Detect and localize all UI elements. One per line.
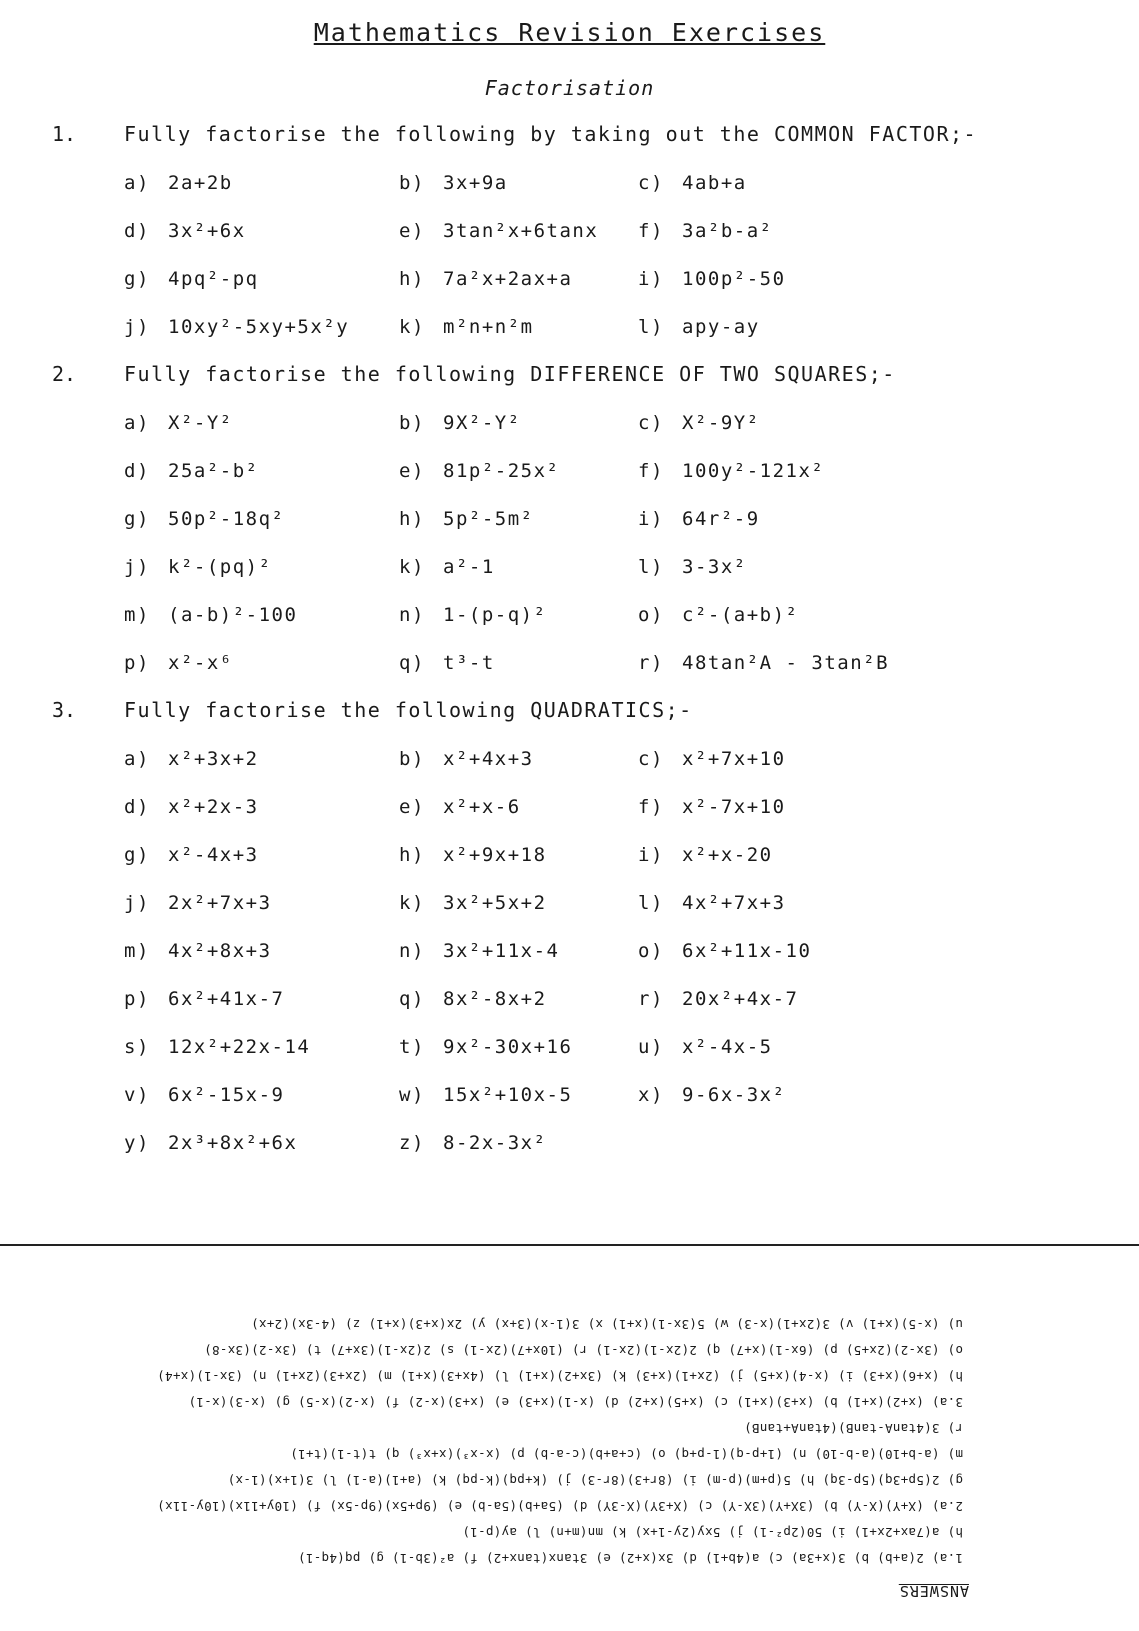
exercise-expression: x²-7x+10 (682, 796, 786, 818)
exercise-item (638, 556, 747, 578)
exercise-item (124, 268, 259, 290)
exercise-label: f) (638, 460, 664, 482)
exercise-label: k) (399, 892, 425, 914)
exercise-expression: x²+x-6 (443, 796, 521, 818)
exercise-label: n) (399, 940, 425, 962)
exercise-expression: (a-b)²-100 (168, 604, 298, 626)
exercise-item (638, 1084, 786, 1106)
exercise-label: g) (124, 844, 150, 866)
exercise-label: m) (124, 604, 150, 626)
exercise-label: g) (124, 508, 150, 530)
exercise-label: j) (124, 316, 150, 338)
exercise-item (124, 460, 259, 482)
exercise-item (638, 412, 760, 434)
exercise-item (124, 508, 284, 530)
exercise-expression: 15x²+10x-5 (443, 1084, 573, 1106)
exercise-item (399, 1036, 572, 1058)
answers-divider (0, 1244, 1139, 1246)
exercise-expression: 20x²+4x-7 (682, 988, 799, 1010)
exercise-expression: 12x²+22x-14 (168, 1036, 311, 1058)
exercise-expression: 4x²+8x+3 (168, 940, 272, 962)
exercise-label: v) (124, 1084, 150, 1106)
exercise-label: d) (124, 220, 150, 242)
exercise-label: o) (638, 604, 664, 626)
exercise-label: f) (638, 220, 664, 242)
exercise-label: c) (638, 172, 664, 194)
exercise-item (638, 508, 760, 530)
exercise-label: e) (399, 796, 425, 818)
exercise-expression: 64r²-9 (682, 508, 760, 530)
exercise-item (399, 268, 572, 290)
exercise-item (638, 940, 811, 962)
exercise-expression: 25a²-b² (168, 460, 259, 482)
exercise-item (399, 940, 559, 962)
exercise-expression: 2x³+8x²+6x (168, 1132, 298, 1154)
answer-line: r) 3(4tanA-tanB)(4tanA+tanB) (743, 1421, 963, 1436)
exercise-expression: 2x²+7x+3 (168, 892, 272, 914)
exercise-item (124, 1132, 297, 1154)
question-number: 3. (52, 698, 77, 722)
exercise-expression: a²-1 (443, 556, 495, 578)
exercise-expression: x²-4x+3 (168, 844, 259, 866)
exercise-expression: x²+2x-3 (168, 796, 259, 818)
question-instruction: Fully factorise the following by taking out the COMMON FACTOR;- (124, 122, 978, 146)
exercise-label: z) (399, 1132, 425, 1154)
exercise-expression: 4x²+7x+3 (682, 892, 786, 914)
exercise-expression: 50p²-18q² (168, 508, 285, 530)
exercise-expression: m²n+n²m (443, 316, 534, 338)
exercise-expression: X²-9Y² (682, 412, 760, 434)
exercise-item (638, 460, 824, 482)
exercise-item (124, 892, 272, 914)
exercise-label: e) (399, 220, 425, 242)
exercise-label: g) (124, 268, 150, 290)
answers-heading: ANSWERS (898, 1582, 969, 1600)
exercise-label: u) (638, 1036, 664, 1058)
exercise-label: t) (399, 1036, 425, 1058)
exercise-label: i) (638, 268, 664, 290)
page-title: Mathematics Revision Exercises (313, 18, 826, 47)
answer-line: 1.a) 2(a+b) b) 3(x+3a) c) a(4b+1) d) 3x(x+2) e) 3tanx(tanx+2) f) a²(3b-1) g) pq(4q-1) (297, 1551, 963, 1566)
exercise-label: d) (124, 460, 150, 482)
exercise-label: x) (638, 1084, 664, 1106)
exercise-expression: 4pq²-pq (168, 268, 259, 290)
exercise-expression: x²-x⁶ (168, 652, 233, 674)
exercise-item (638, 652, 889, 674)
exercise-label: a) (124, 748, 150, 770)
exercise-label: l) (638, 316, 664, 338)
exercise-expression: 6x²-15x-9 (168, 1084, 285, 1106)
exercise-label: i) (638, 844, 664, 866)
exercise-expression: x²+9x+18 (443, 844, 547, 866)
exercise-expression: 7a²x+2ax+a (443, 268, 573, 290)
exercise-item (124, 316, 349, 338)
exercise-item (638, 748, 786, 770)
exercise-item (399, 1084, 572, 1106)
answer-line: m) (a-b+10)(a-b-10) n) (1+p-q)(1-p+q) o) (c+a+b)(c-a-b) p) (x-x³)(x+x³) q) t(t-1)(t+1) (289, 1447, 963, 1462)
exercise-expression: 3tan²x+6tanx (443, 220, 599, 242)
exercise-label: p) (124, 652, 150, 674)
exercise-expression: x²+7x+10 (682, 748, 786, 770)
exercise-item (638, 604, 798, 626)
exercise-expression: 6x²+41x-7 (168, 988, 285, 1010)
question-number: 2. (52, 362, 77, 386)
exercise-item (399, 652, 495, 674)
exercise-item (124, 604, 297, 626)
exercise-label: h) (399, 268, 425, 290)
exercise-item (638, 988, 798, 1010)
exercise-expression: 3x²+5x+2 (443, 892, 547, 914)
answer-line: u) (x-5)(x+1) v) 3(2x+1)(x-3) w) 5(3x-1)(x+1) x) 3(1-x)(3+x) y) 2x(x+3)(x+1) z) (4-3x)(2+x) (250, 1317, 963, 1332)
exercise-label: q) (399, 988, 425, 1010)
exercise-expression: 9X²-Y² (443, 412, 521, 434)
exercise-label: k) (399, 556, 425, 578)
exercise-item (399, 412, 521, 434)
exercise-item (124, 652, 233, 674)
exercise-label: s) (124, 1036, 150, 1058)
exercise-expression: 1-(p-q)² (443, 604, 547, 626)
exercise-expression: 48tan²A - 3tan²B (682, 652, 890, 674)
exercise-label: o) (638, 940, 664, 962)
exercise-expression: t³-t (443, 652, 495, 674)
exercise-expression: 81p²-25x² (443, 460, 560, 482)
exercise-expression: 3-3x² (682, 556, 747, 578)
exercise-label: c) (638, 748, 664, 770)
question-number: 1. (52, 122, 77, 146)
exercise-expression: x²+x-20 (682, 844, 773, 866)
exercise-item (638, 844, 773, 866)
exercise-item (399, 1132, 547, 1154)
exercise-expression: apy-ay (682, 316, 760, 338)
exercise-label: j) (124, 556, 150, 578)
exercise-label: b) (399, 172, 425, 194)
exercise-label: b) (399, 748, 425, 770)
answers-block-upside-down (0, 1260, 1139, 1600)
exercise-label: l) (638, 556, 664, 578)
exercise-item (399, 988, 547, 1010)
exercise-label: p) (124, 988, 150, 1010)
exercise-label: f) (638, 796, 664, 818)
exercise-label: y) (124, 1132, 150, 1154)
exercise-label: i) (638, 508, 664, 530)
exercise-expression: x²-4x-5 (682, 1036, 773, 1058)
exercise-label: k) (399, 316, 425, 338)
answer-line: 3.a) (x+2)(x+1) b) (x+3)(x+1) c) (x+5)(x+2) d) (x-1)(x+3) e) (x+3)(x-2) f) (x-2)(x-5) g) (x-3)(x-1) (188, 1395, 963, 1410)
exercise-item (124, 412, 233, 434)
exercise-expression: 3x²+6x (168, 220, 246, 242)
exercise-item (399, 556, 495, 578)
exercise-expression: 10xy²-5xy+5x²y (168, 316, 350, 338)
exercise-label: h) (399, 508, 425, 530)
exercise-item (638, 220, 773, 242)
exercise-label: w) (399, 1084, 425, 1106)
answer-line: h) (x+6)(x+3) i) (x-4)(x+5) j) (2x+1)(x+3) k) (3x+2)(x+1) l) (4x+3)(x+1) m) (2x+3)(2x+1) n) (3x-1)(x+4) (156, 1369, 963, 1384)
exercise-label: m) (124, 940, 150, 962)
exercise-expression: 8x²-8x+2 (443, 988, 547, 1010)
exercise-item (399, 220, 598, 242)
question-instruction: Fully factorise the following DIFFERENCE OF TWO SQUARES;- (124, 362, 896, 386)
exercise-label: r) (638, 652, 664, 674)
answer-line: g) 2(5p+3q)(5p-3q) h) 5(p+m)(p-m) i) (8r+3)(8r-3) j) (k+pq)(k-pq) k) (a+1)(a-1) l) 3(1+x)(1-x) (227, 1473, 963, 1488)
exercise-label: c) (638, 412, 664, 434)
exercise-item (399, 844, 547, 866)
exercise-expression: 4ab+a (682, 172, 747, 194)
exercise-item (399, 316, 534, 338)
exercise-label: a) (124, 412, 150, 434)
question-instruction: Fully factorise the following QUADRATICS;- (124, 698, 693, 722)
exercise-expression: 9x²-30x+16 (443, 1036, 573, 1058)
exercise-item (124, 1036, 310, 1058)
exercise-expression: c²-(a+b)² (682, 604, 799, 626)
exercise-item (124, 172, 233, 194)
exercise-expression: x²+3x+2 (168, 748, 259, 770)
exercise-expression: 2a+2b (168, 172, 233, 194)
exercise-label: a) (124, 172, 150, 194)
exercise-item (124, 940, 272, 962)
exercise-item (124, 1084, 284, 1106)
exercise-item (638, 1036, 773, 1058)
exercise-expression: 9-6x-3x² (682, 1084, 786, 1106)
exercise-item (399, 796, 521, 818)
exercise-label: q) (399, 652, 425, 674)
exercise-item (399, 748, 534, 770)
exercise-expression: 3x²+11x-4 (443, 940, 560, 962)
exercise-expression: 5p²-5m² (443, 508, 534, 530)
exercise-item (124, 844, 259, 866)
exercise-item (124, 220, 246, 242)
answer-line: h) a(7ax+2x+1) i) 50(2p²-1) j) 5xy(2y-1+x) k) mn(m+n) l) ay(p-1) (462, 1525, 963, 1540)
exercise-item (399, 508, 534, 530)
exercise-item (124, 988, 284, 1010)
exercise-item (638, 268, 786, 290)
exercise-label: j) (124, 892, 150, 914)
exercise-item (399, 460, 559, 482)
exercise-item (399, 172, 508, 194)
exercise-expression: 3a²b-a² (682, 220, 773, 242)
exercise-item (638, 172, 747, 194)
exercise-label: h) (399, 844, 425, 866)
exercise-item (638, 796, 786, 818)
answer-line: o) (3x-2)(2x+5) p) (6x-1)(x+7) q) 2(2x-1)(2x-1) r) (10x+7)(2x-1) s) 2(2x-1)(3x+7) t) (3x-2)(3x-8) (203, 1343, 963, 1358)
exercise-label: d) (124, 796, 150, 818)
exercise-item (638, 892, 786, 914)
exercise-expression: 6x²+11x-10 (682, 940, 812, 962)
exercise-expression: x²+4x+3 (443, 748, 534, 770)
exercise-item (399, 604, 547, 626)
exercise-label: l) (638, 892, 664, 914)
exercise-expression: k²-(pq)² (168, 556, 272, 578)
page-subtitle: Factorisation (484, 76, 655, 100)
exercise-label: e) (399, 460, 425, 482)
exercise-item (399, 892, 547, 914)
exercise-item (124, 556, 272, 578)
exercise-item (638, 316, 760, 338)
exercise-item (124, 748, 259, 770)
exercise-expression: 3x+9a (443, 172, 508, 194)
exercise-label: b) (399, 412, 425, 434)
exercise-item (124, 796, 259, 818)
exercise-expression: 100p²-50 (682, 268, 786, 290)
exercise-expression: 8-2x-3x² (443, 1132, 547, 1154)
exercise-label: r) (638, 988, 664, 1010)
answer-line: 2.a) (X+Y)(X-Y) b) (3X+Y)(3X-Y) c) (X+3Y)(X-3Y) d) (5a+b)(5a-b) e) (9p+5x)(9p-5x) f) (10y+11x)(10y-11x) (156, 1499, 963, 1514)
exercise-label: n) (399, 604, 425, 626)
exercise-expression: X²-Y² (168, 412, 233, 434)
exercise-expression: 100y²-121x² (682, 460, 825, 482)
